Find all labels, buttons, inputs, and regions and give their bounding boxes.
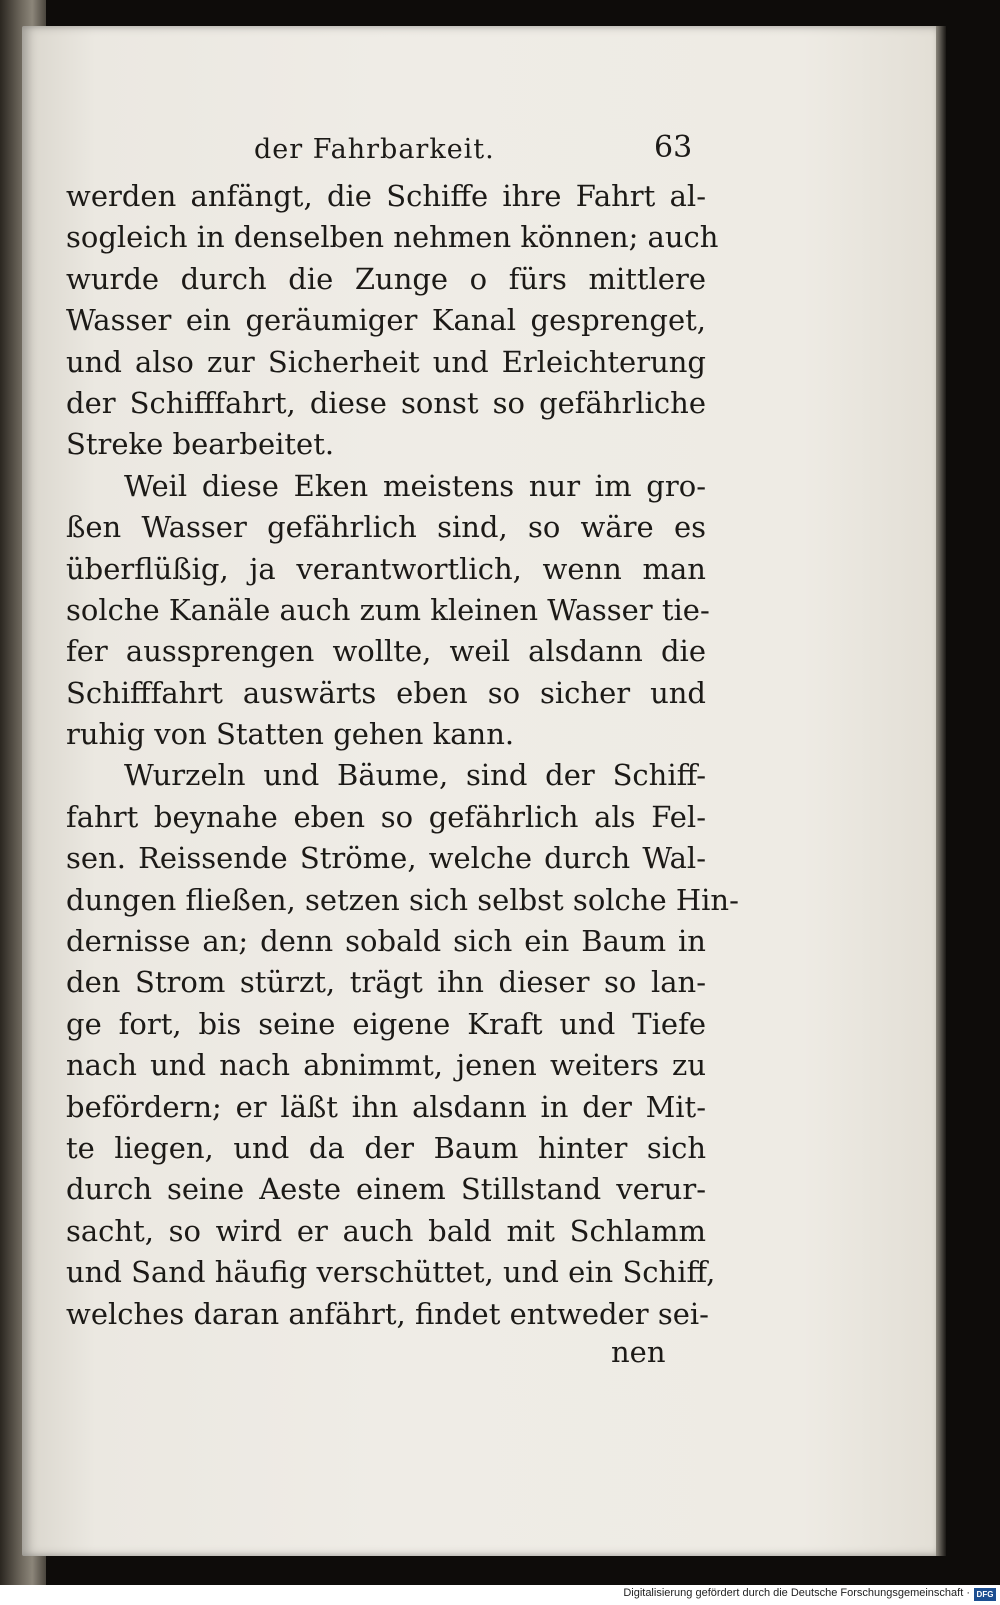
text-line: werden anfängt, die Schiffe ihre Fahrt al- bbox=[66, 179, 706, 213]
text-line: Wasser ein geräumiger Kanal gesprenget, bbox=[66, 303, 706, 338]
digitization-footer bbox=[0, 1585, 1000, 1605]
text-line: dungen fließen, setzen sich selbst solche Hin- bbox=[66, 882, 739, 917]
text-line: ge fort, bis seine eigene Kraft und Tiefe bbox=[66, 1006, 706, 1041]
text-line: Schifffahrt auswärts eben so sicher und bbox=[66, 675, 706, 710]
text-line: sogleich in denselben nehmen können; auch bbox=[66, 220, 719, 255]
text-line: befördern; er läßt ihn alsdann in der Mit- bbox=[66, 1089, 706, 1124]
page-header bbox=[66, 120, 706, 176]
text-line: überflüßig, ja verantwortlich, wenn man bbox=[66, 551, 706, 586]
text-line: durch seine Aeste einem Stillstand verur- bbox=[66, 1172, 706, 1207]
text-line: te liegen, und da der Baum hinter sich bbox=[66, 1130, 706, 1165]
body-text bbox=[66, 176, 739, 1335]
text-line: solche Kanäle auch zum kleinen Wasser tie- bbox=[66, 592, 710, 627]
page-number: 63 bbox=[654, 130, 693, 165]
text-line: den Strom stürzt, trägt ihn dieser so lan- bbox=[66, 965, 706, 1000]
page-edge-shadow bbox=[936, 26, 946, 1556]
text-line: Weil diese Eken meistens nur im gro- bbox=[124, 468, 706, 503]
text-line: welches daran anfährt, findet entweder sei- bbox=[66, 1296, 709, 1331]
running-head: der Fahrbarkeit. bbox=[254, 134, 495, 165]
text-line: nach und nach abnimmt, jenen weiters zu bbox=[66, 1048, 706, 1083]
text-line: ßen Wasser gefährlich sind, so wäre es bbox=[66, 510, 706, 545]
text-line: fahrt beynahe eben so gefährlich als Fel- bbox=[66, 799, 706, 834]
text-line: sacht, so wird er auch bald mit Schlamm bbox=[66, 1213, 706, 1248]
text-line: und Sand häufig verschüttet, und ein Schiff, bbox=[66, 1255, 716, 1290]
text-line: der Schifffahrt, diese sonst so gefährliche bbox=[66, 385, 706, 420]
page-text-block bbox=[66, 120, 739, 1369]
text-line: Streke bearbeitet. bbox=[66, 427, 335, 462]
text-line: dernisse an; denn sobald sich ein Baum in bbox=[66, 924, 706, 959]
dfg-logo-icon: DFG bbox=[974, 1588, 996, 1601]
catchword: nen bbox=[611, 1334, 666, 1369]
text-line: ruhig von Statten gehen kann. bbox=[66, 717, 515, 752]
text-line: Wurzeln und Bäume, sind der Schiff- bbox=[124, 758, 706, 793]
text-line: und also zur Sicherheit und Erleichterung bbox=[66, 344, 706, 379]
text-line: wurde durch die Zunge o fürs mittlere bbox=[66, 261, 706, 296]
text-line: fer aussprengen wollte, weil alsdann die bbox=[66, 634, 706, 669]
footer-credit: Digitalisierung gefördert durch die Deutsche Forschungsgemeinschaft · bbox=[623, 1587, 970, 1599]
text-line: sen. Reissende Ströme, welche durch Wal- bbox=[66, 841, 706, 876]
